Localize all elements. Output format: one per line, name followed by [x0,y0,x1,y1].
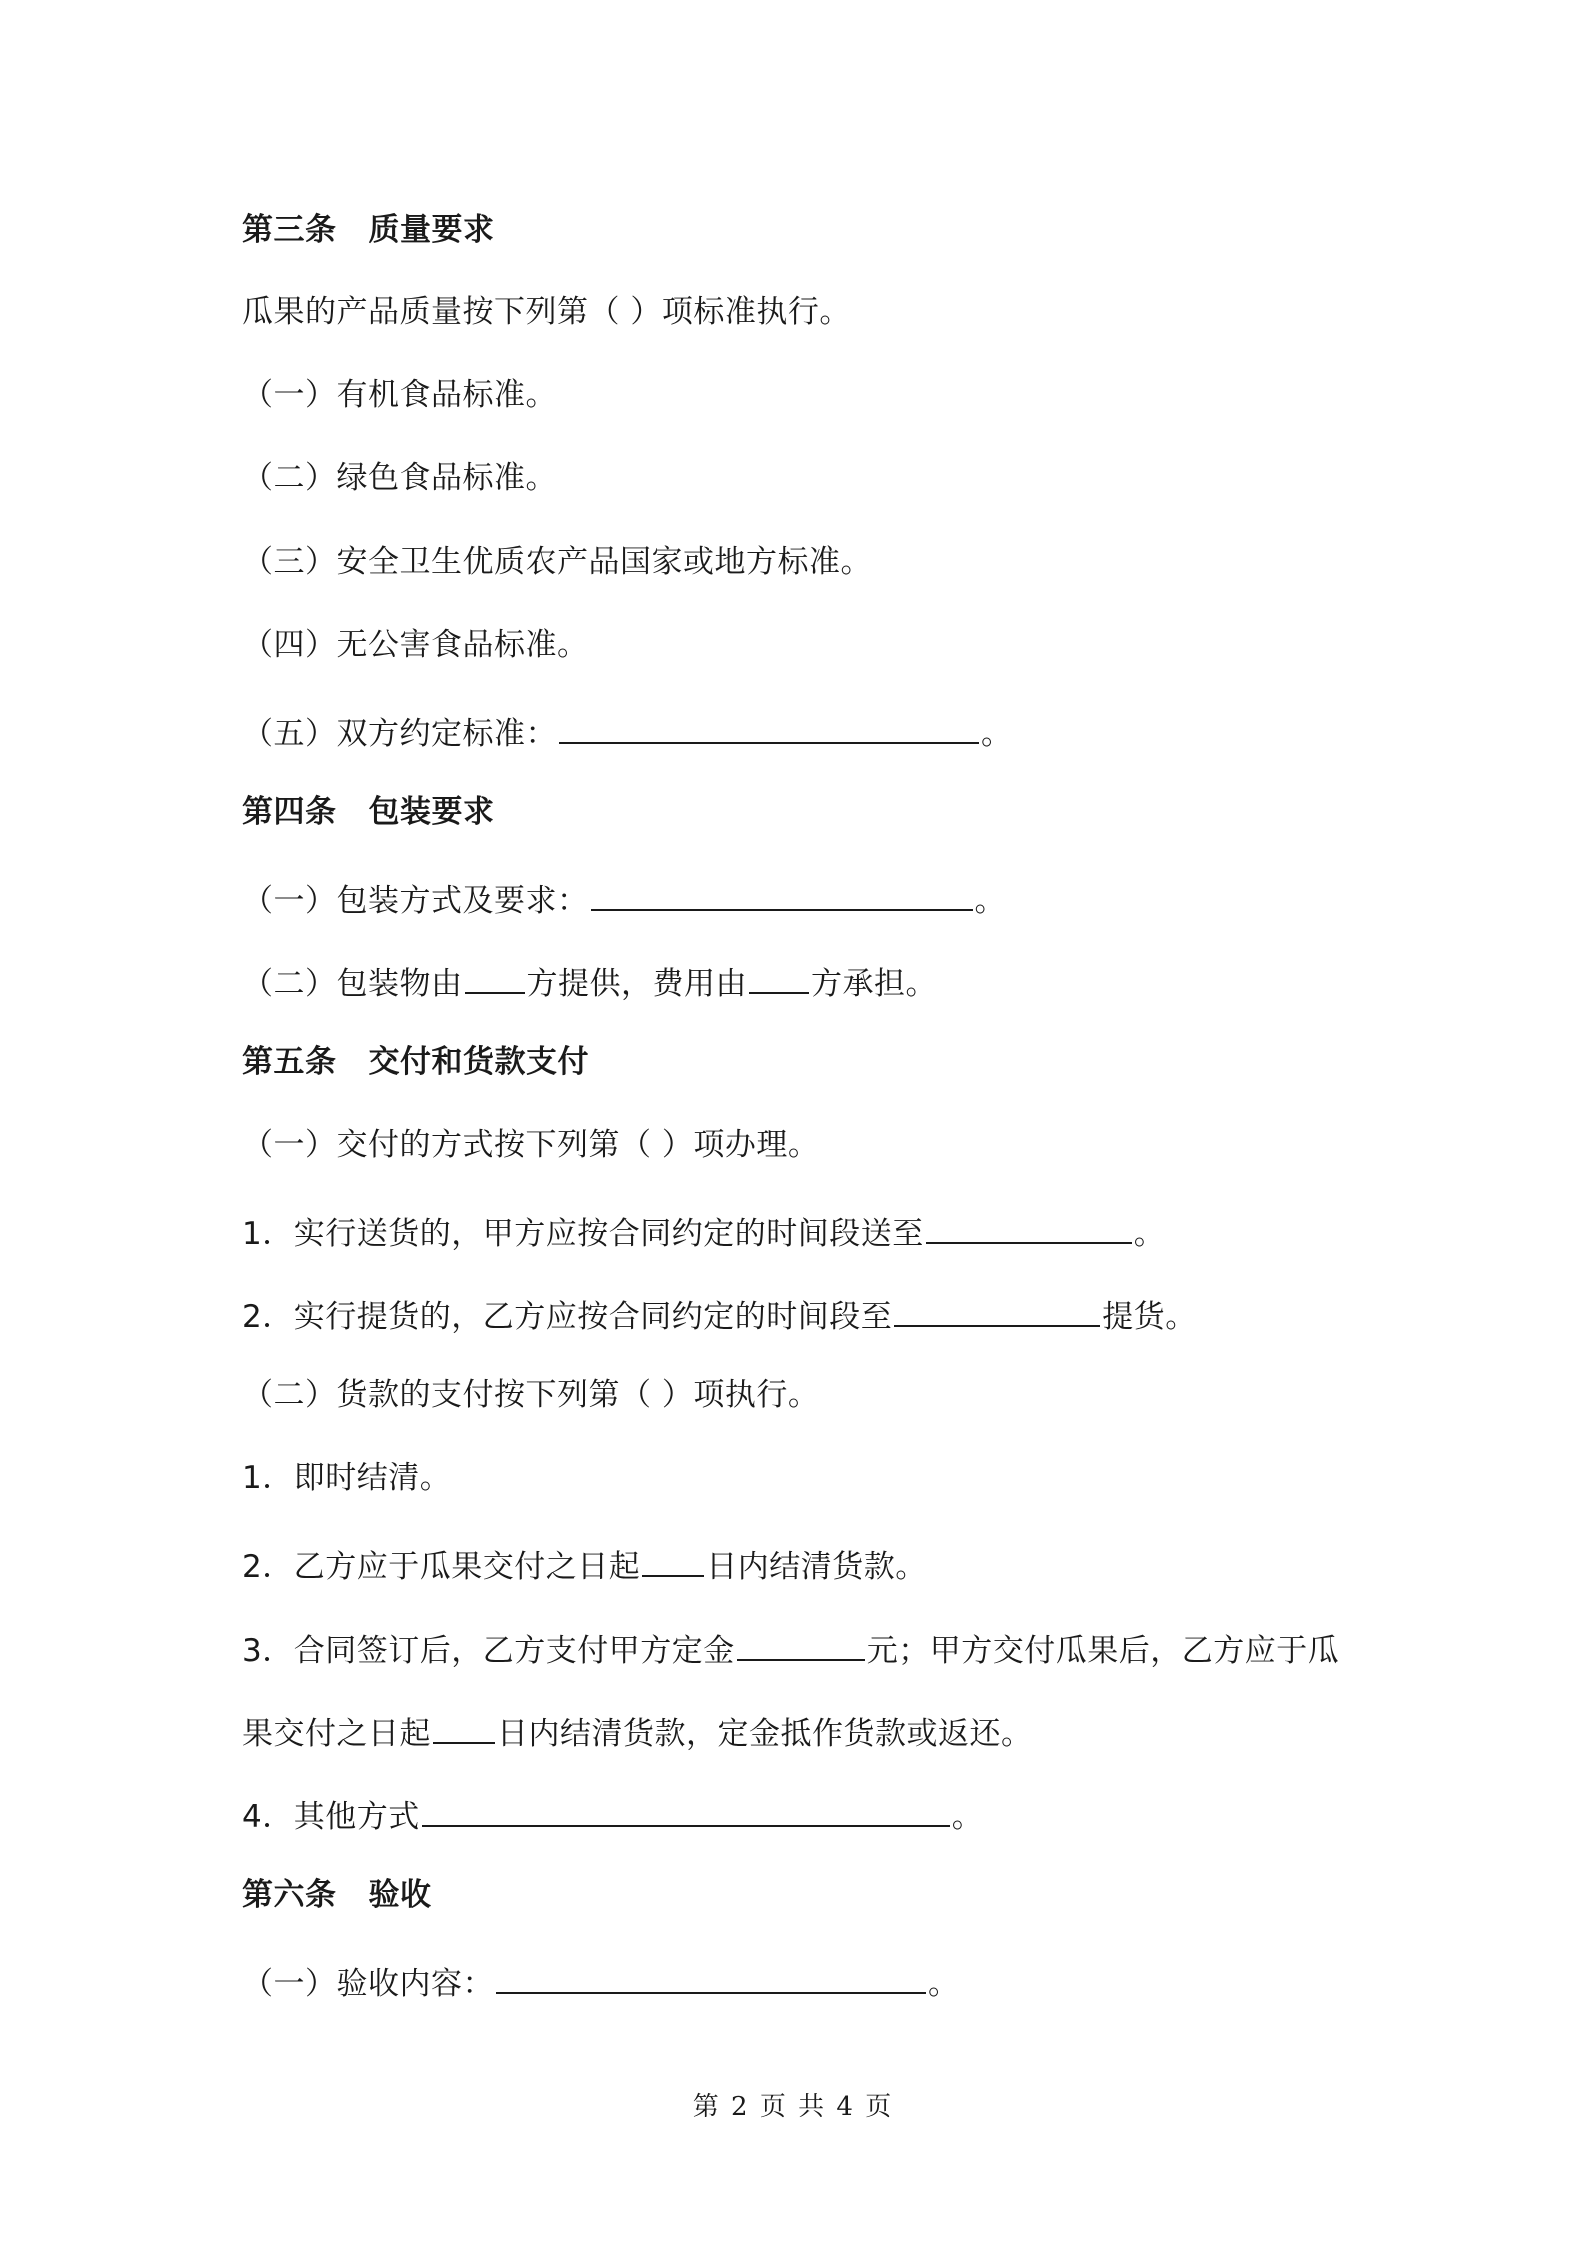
item-text: 日内结清货款。 [706,1549,927,1585]
article-3-heading [242,208,495,252]
list-item [242,706,1013,756]
list-item [242,1539,927,1589]
article-number: 第五条 [242,1044,337,1080]
fill-in-blank[interactable] [422,1789,950,1827]
item-text: 提货。 [1102,1299,1197,1335]
article-title: 质量要求 [368,212,495,248]
item-text: （二）包装物由 [242,966,463,1002]
list-item: （三）安全卫生优质农产品国家或地方标准。 [242,544,872,580]
fill-in-blank[interactable] [433,1706,495,1744]
fill-in-blank[interactable] [749,956,809,994]
list-item [242,1956,960,2006]
item-text: 2．实行提货的，乙方应按合同约定的时间段至 [242,1299,893,1335]
list-item: （二）绿色食品标准。 [242,460,557,496]
article-title: 交付和货款支付 [368,1044,589,1080]
list-item: （一）有机食品标准。 [242,377,557,413]
item-text: 。 [951,1799,984,1835]
article-6-heading [242,1873,432,1917]
article-number: 第六条 [242,1877,337,1913]
item-text: 方承担。 [811,966,937,1002]
item-text: 果交付之日起 [242,1716,431,1752]
item-text: （一）包装方式及要求： [242,883,589,919]
list-item [242,956,937,1006]
article-4-heading [242,790,495,834]
paragraph: （二）货款的支付按下列第（ ）项执行。 [242,1377,820,1413]
item-text: 3．合同签订后，乙方支付甲方定金 [242,1633,735,1669]
item-text: 1．实行送货的，甲方应按合同约定的时间段送至 [242,1216,924,1252]
list-item [242,1789,983,1839]
item-text: 4．其他方式 [242,1799,420,1835]
article-5-heading [242,1040,589,1084]
list-item-continued [242,1706,1033,1756]
list-item [242,1206,1165,1256]
item-text: 。 [981,716,1013,752]
item-text: （五）双方约定标准： [242,716,557,752]
item-text: 元；甲方交付瓜果后，乙方应于瓜 [866,1633,1340,1669]
article-title: 验收 [368,1877,432,1913]
item-text: （一）验收内容： [242,1966,494,2002]
article-number: 第四条 [242,794,337,830]
fill-in-blank[interactable] [591,873,973,911]
fill-in-blank[interactable] [737,1623,865,1661]
fill-in-blank[interactable] [894,1289,1100,1327]
paragraph: （一）交付的方式按下列第（ ）项办理。 [242,1127,820,1163]
list-item [242,1623,1339,1673]
item-text: 方提供，费用由 [526,966,747,1002]
item-text: 。 [928,1966,960,2002]
page-number: 第 2 页 共 4 页 [692,2092,894,2122]
article-number: 第三条 [242,212,337,248]
fill-in-blank[interactable] [559,706,979,744]
paragraph: 瓜果的产品质量按下列第（ ）项标准执行。 [242,294,851,330]
fill-in-blank[interactable] [642,1539,704,1577]
fill-in-blank[interactable] [465,956,525,994]
fill-in-blank[interactable] [496,1956,926,1994]
list-item: （四）无公害食品标准。 [242,627,589,663]
item-text: 。 [974,883,1006,919]
item-text: 2．乙方应于瓜果交付之日起 [242,1549,641,1585]
item-text: 日内结清货款，定金抵作货款或返还。 [497,1716,1033,1752]
list-item [242,1289,1197,1339]
item-text: 。 [1133,1216,1166,1252]
list-item: 1．即时结清。 [242,1460,452,1496]
list-item [242,873,1006,923]
article-title: 包装要求 [368,794,495,830]
fill-in-blank[interactable] [926,1206,1132,1244]
